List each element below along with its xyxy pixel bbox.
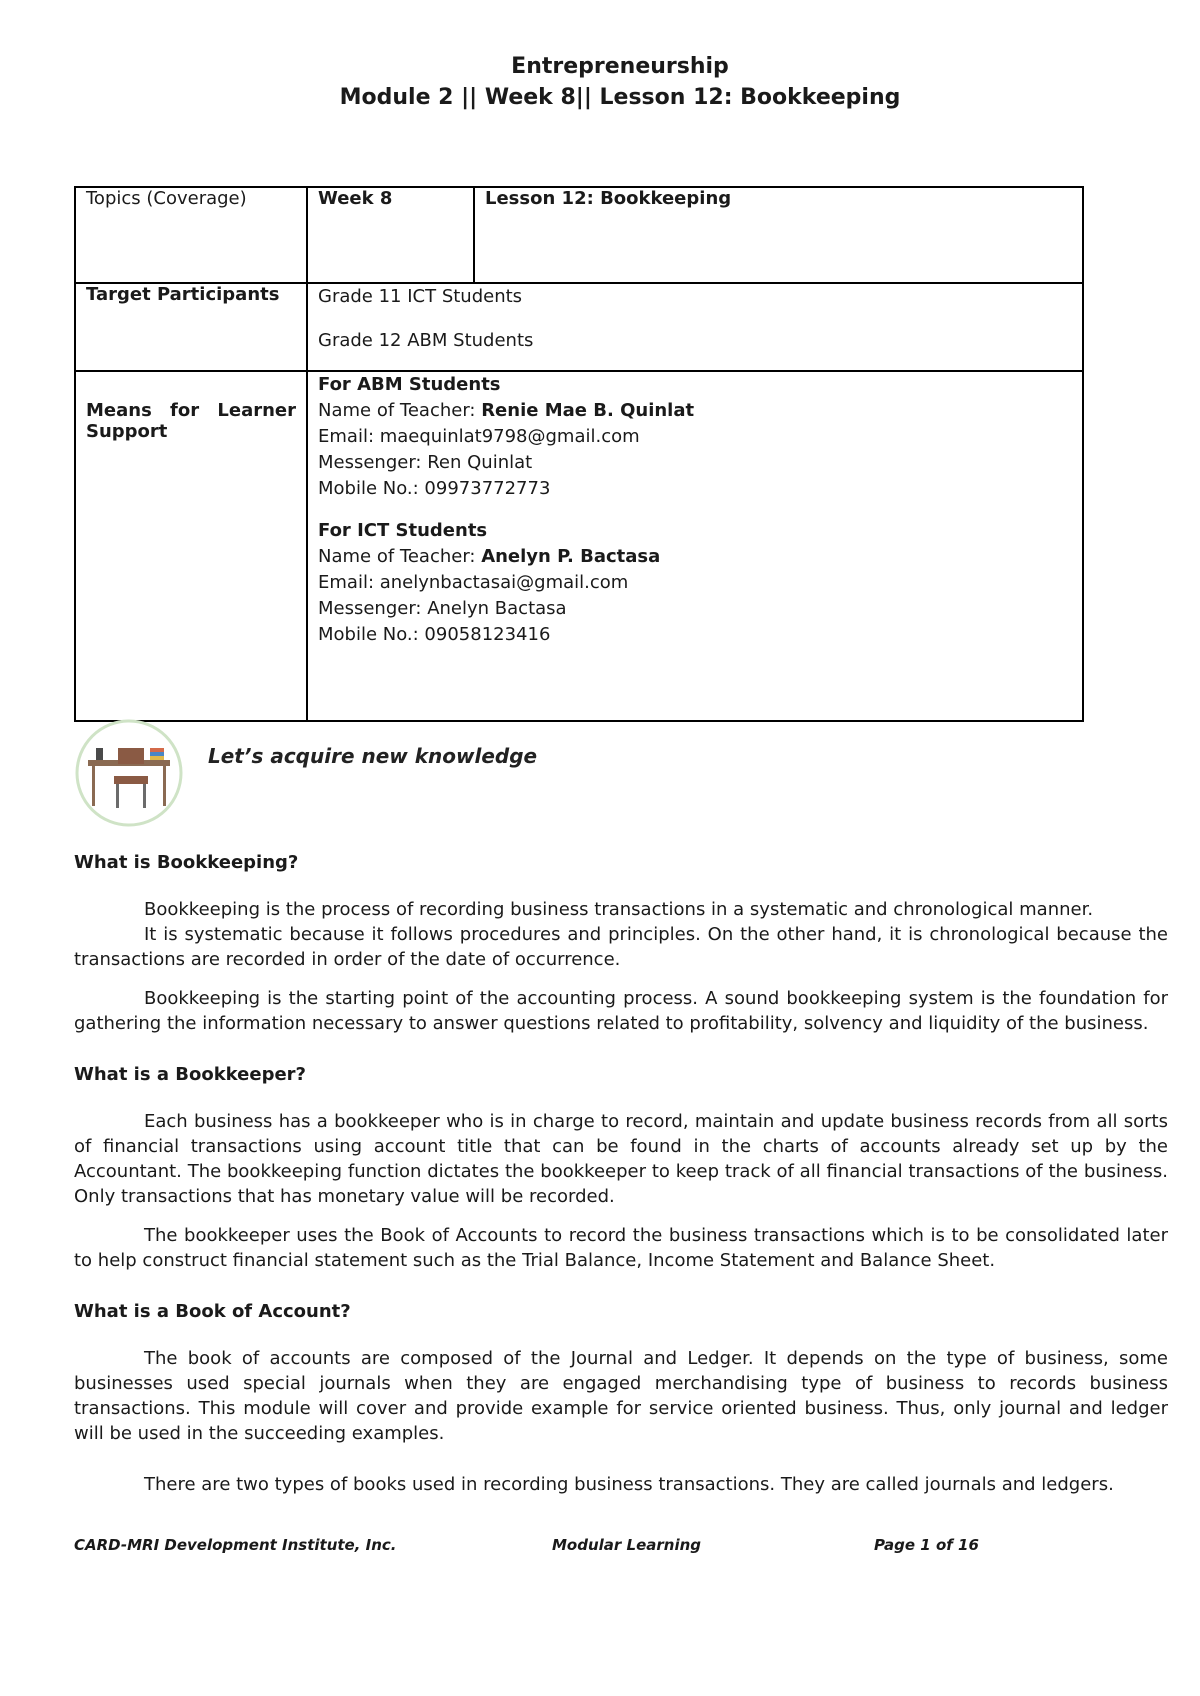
abm-mobile: Mobile No.: 09973772773	[318, 478, 551, 499]
desk-chair-icon	[74, 718, 184, 828]
abm-messenger: Messenger: Ren Quinlat	[318, 452, 533, 473]
lesson-cell: Lesson 12: Bookkeeping	[474, 187, 1083, 283]
topics-label: Topics (Coverage)	[75, 187, 307, 283]
page-footer	[74, 1536, 1074, 1560]
ict-teacher-label: Name of Teacher:	[318, 546, 482, 567]
section-heading-book-of-account: What is a Book of Account?	[74, 1301, 351, 1322]
abm-teacher	[318, 398, 1072, 424]
subject-title: Entrepreneurship	[511, 54, 729, 79]
paragraph: There are two types of books used in recording business transactions. They are called journals and ledgers.	[144, 1474, 1114, 1495]
ict-email: Email: anelynbactasai@gmail.com	[318, 572, 629, 593]
abm-email: Email: maequinlat9798@gmail.com	[318, 426, 640, 447]
abm-teacher-label: Name of Teacher:	[318, 400, 482, 421]
footer-institute: CARD-MRI Development Institute, Inc.	[74, 1536, 397, 1554]
lesson-info-table	[74, 186, 1084, 722]
support-label-cell	[75, 371, 307, 721]
ict-mobile: Mobile No.: 09058123416	[318, 624, 551, 645]
knowledge-banner	[74, 718, 674, 834]
section-heading-bookkeeper: What is a Bookkeeper?	[74, 1064, 306, 1085]
knowledge-label: Let’s acquire new knowledge	[208, 744, 538, 768]
participant-item: Grade 11 ICT Students	[318, 286, 523, 307]
support-contacts	[307, 371, 1083, 721]
module-title: Module 2 || Week 8|| Lesson 12: Bookkeeping	[339, 85, 901, 110]
section-heading-bookkeeping: What is Bookkeeping?	[74, 852, 299, 873]
paragraph: Bookkeeping is the starting point of the accounting process. A sound bookkeeping system is the foundation for gathering the information necessary to answer questions related to profitability, solvency and liquidity of the business.	[74, 988, 1168, 1034]
topics-row	[75, 187, 1083, 283]
ict-teacher	[318, 544, 1072, 570]
participants-label: Target Participants	[75, 283, 307, 371]
ict-heading: For ICT Students	[318, 520, 488, 541]
paragraph: Each business has a bookkeeper who is in charge to record, maintain and update business records from all sorts of financial transactions using account title that can be found in the charts of accounts already set up by the Accountant. The bookkeeping function dictates the bookkeeper to keep track of all financial transactions of the business. Only transactions that has monetary value will be recorded.	[74, 1111, 1168, 1207]
document-header	[0, 52, 1200, 114]
week-cell: Week 8	[307, 187, 474, 283]
support-row	[75, 371, 1083, 721]
support-label: Means for Learner Support	[86, 400, 296, 442]
ict-teacher-name: Anelyn P. Bactasa	[481, 546, 661, 567]
footer-page-number: Page 1 of 16	[874, 1536, 979, 1554]
abm-heading: For ABM Students	[318, 374, 501, 395]
ict-messenger: Messenger: Anelyn Bactasa	[318, 598, 567, 619]
abm-teacher-name: Renie Mae B. Quinlat	[481, 400, 695, 421]
paragraph: It is systematic because it follows procedures and principles. On the other hand, it is chronological because the transactions are recorded in order of the date of occurrence.	[74, 924, 1168, 970]
paragraph: Bookkeeping is the process of recording business transactions in a systematic and chronological manner.	[144, 899, 1094, 920]
participants-row	[75, 283, 1083, 371]
paragraph: The book of accounts are composed of the Journal and Ledger. It depends on the type of business, some businesses used special journals when they are engaged merchandising type of business to records business transactions. This module will cover and provide example for service oriented business. Thus, only journal and ledger will be used in the succeeding examples.	[74, 1348, 1168, 1444]
lesson-content	[74, 850, 1168, 1497]
paragraph: The bookkeeper uses the Book of Accounts to record the business transactions which is to be consolidated later to help construct financial statement such as the Trial Balance, Income Statement and Balance Sheet.	[74, 1225, 1168, 1271]
footer-mode: Modular Learning	[552, 1536, 702, 1554]
participants-cell	[307, 283, 1083, 371]
participant-item: Grade 12 ABM Students	[318, 330, 534, 351]
